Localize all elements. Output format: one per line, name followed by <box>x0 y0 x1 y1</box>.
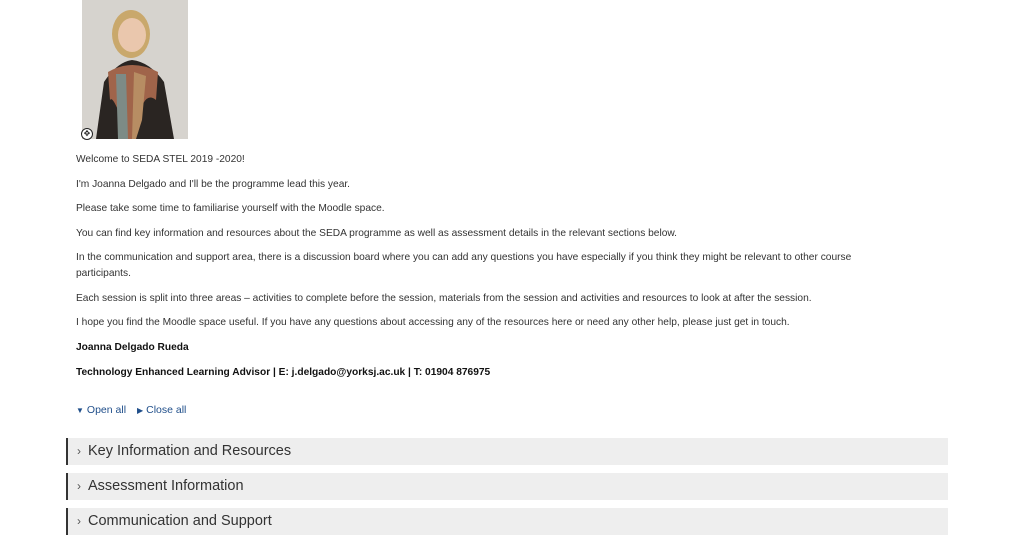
open-all-label: Open all <box>86 404 127 416</box>
welcome-paragraph: I'm Joanna Delgado and I'll be the programme lead this year. <box>76 178 351 190</box>
welcome-paragraph: You can find key information and resources about the SEDA programme as well as assessment details in the relevant sections below. <box>76 227 678 239</box>
chevron-right-icon: › <box>77 444 81 458</box>
person-image <box>82 0 188 139</box>
chevron-right-icon: › <box>77 479 81 493</box>
welcome-text <box>76 152 896 390</box>
signature-name: Joanna Delgado Rueda <box>76 341 189 353</box>
welcome-paragraph: Please take some time to familiarise yourself with the Moodle space. <box>76 203 385 214</box>
section-key-information[interactable] <box>66 438 948 465</box>
signature-details: Technology Enhanced Learning Advisor | E: j.delgado@yorksj.ac.uk | T: 01904 876975 <box>76 366 491 378</box>
open-all-link[interactable] <box>76 404 126 416</box>
welcome-paragraph: Welcome to SEDA STEL 2019 -2020! <box>76 154 245 165</box>
triangle-down-icon: ▼ <box>76 406 84 415</box>
welcome-paragraph: In the communication and support area, there is a discussion board where you can add any questions you have especially if you think they might be relevant to other course participants. <box>76 252 852 279</box>
section-communication-support[interactable] <box>66 508 948 535</box>
close-all-link[interactable] <box>137 404 186 416</box>
section-assessment-information[interactable] <box>66 473 948 500</box>
triangle-right-icon: ▶ <box>136 406 144 415</box>
welcome-paragraph: Each session is split into three areas – activities to complete before the session, materials from the session and activities and resources to look at after the session. <box>76 292 812 304</box>
close-all-label: Close all <box>146 404 187 416</box>
welcome-paragraph: I hope you find the Moodle space useful. If you have any questions about accessing any of the resources here or need any other help, please just get in touch. <box>76 317 790 328</box>
section-title: Communication and Support <box>88 513 272 529</box>
section-title: Key Information and Resources <box>88 443 292 459</box>
move-icon[interactable]: ✥ <box>81 128 93 140</box>
section-toggles <box>76 404 194 416</box>
section-title: Assessment Information <box>88 478 244 494</box>
profile-photo <box>82 0 188 139</box>
chevron-right-icon: › <box>77 514 81 528</box>
